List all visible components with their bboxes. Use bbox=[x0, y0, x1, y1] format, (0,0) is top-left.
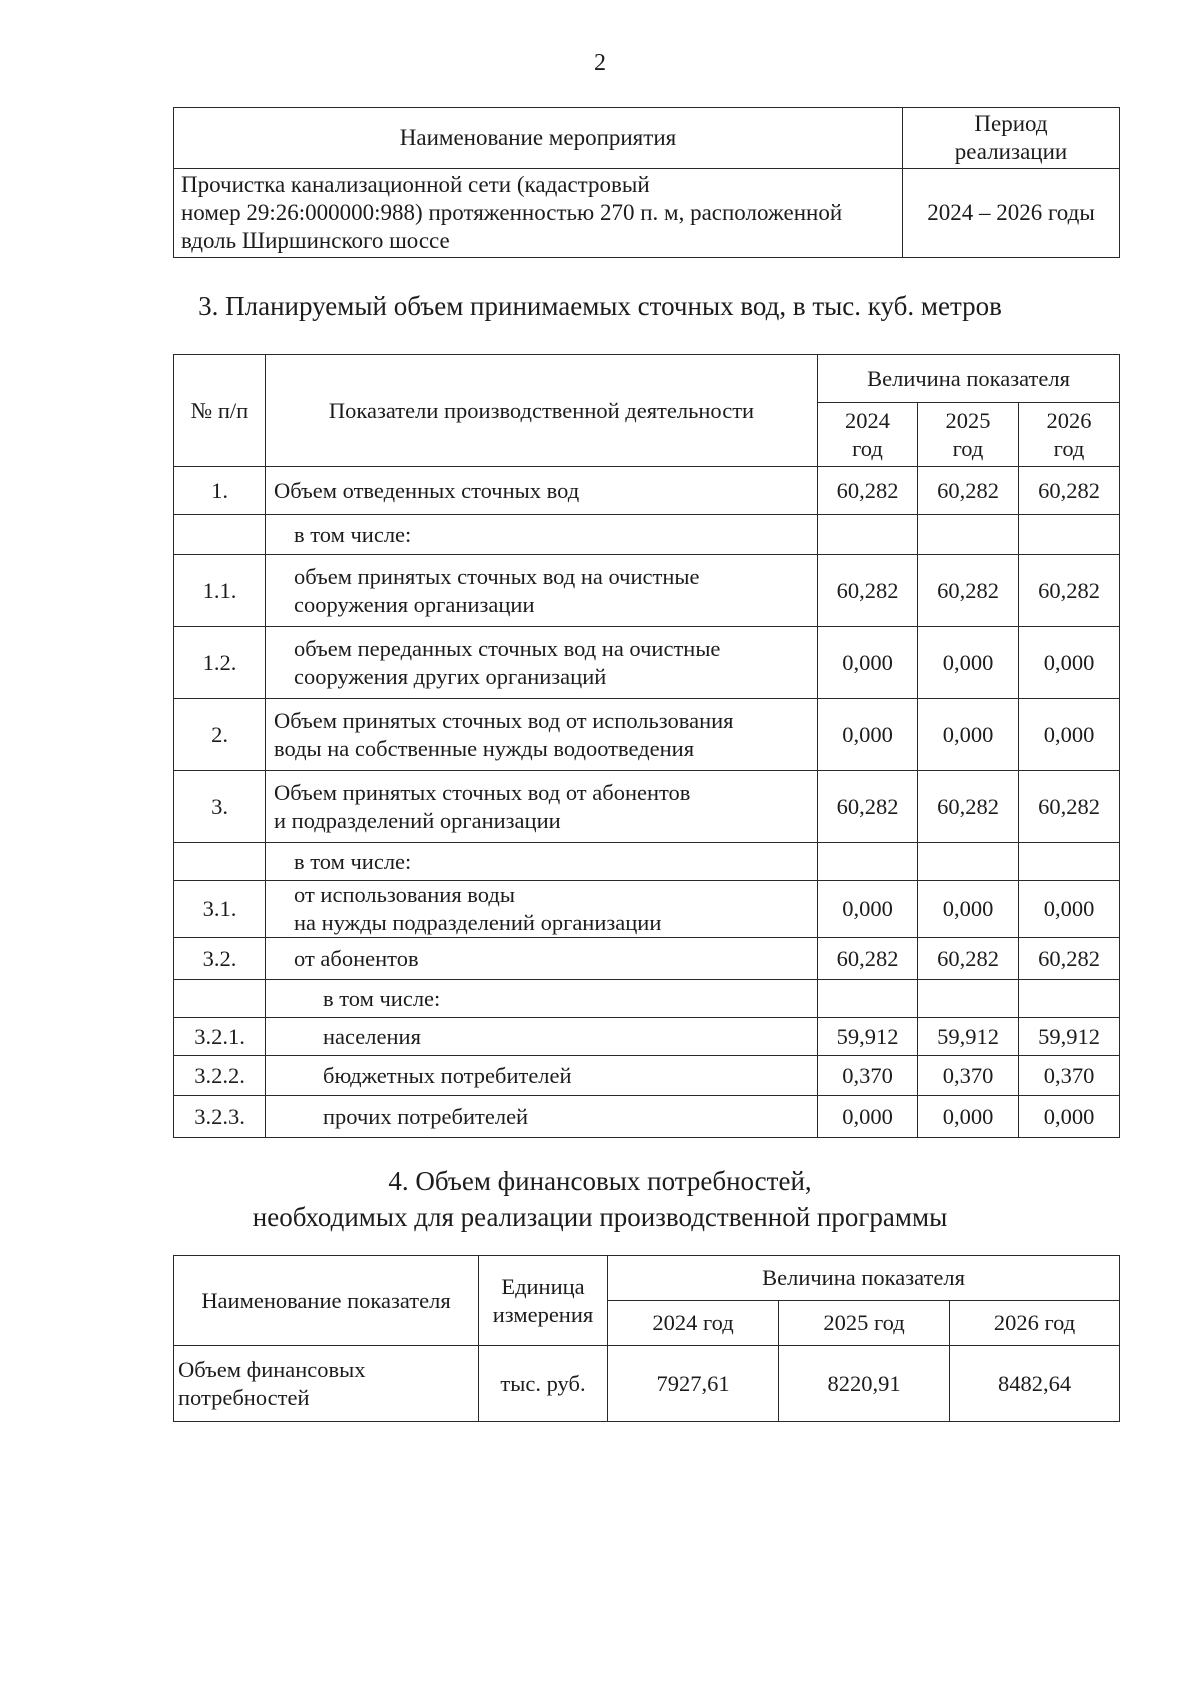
row-indicator bbox=[266, 515, 818, 555]
header-activity-name: Наименование мероприятия bbox=[174, 108, 903, 169]
row-value: 60,282 bbox=[918, 938, 1019, 980]
row-value bbox=[1019, 515, 1120, 555]
row-indicator bbox=[266, 1018, 818, 1056]
row-value: 0,000 bbox=[1019, 699, 1120, 771]
header-indicator-name: Наименование показателя bbox=[174, 1256, 479, 1346]
row-value: 0,000 bbox=[918, 881, 1019, 938]
header-unit-line1: Единица bbox=[501, 1273, 585, 1299]
header-value: Величина показателя bbox=[608, 1256, 1120, 1301]
wastewater-header-row-1 bbox=[174, 355, 1120, 403]
year-unit: год bbox=[1053, 435, 1085, 461]
year-number: 2026 bbox=[1046, 407, 1092, 433]
row-indicator bbox=[266, 980, 818, 1018]
row-indicator bbox=[266, 699, 818, 771]
row-value: 60,282 bbox=[918, 467, 1019, 515]
row-value: 0,000 bbox=[818, 1096, 918, 1138]
row-indicator-line: прочих потребителей bbox=[323, 1103, 529, 1129]
row-value: 60,282 bbox=[1019, 467, 1120, 515]
row-value: 60,282 bbox=[918, 555, 1019, 627]
year-unit: год bbox=[952, 435, 984, 461]
row-indicator-line: и подразделений организации bbox=[274, 807, 561, 833]
finance-value: 8220,91 bbox=[779, 1346, 950, 1422]
finance-value: 8482,64 bbox=[950, 1346, 1120, 1422]
row-indicator-line: воды на собственные нужды водоотведения bbox=[274, 735, 695, 761]
row-value: 60,282 bbox=[818, 938, 918, 980]
row-value bbox=[918, 980, 1019, 1018]
header-year: 2024 год bbox=[608, 1301, 779, 1346]
row-value bbox=[1019, 843, 1120, 881]
finance-name-line1: Объем финансовых bbox=[178, 1356, 366, 1382]
row-indicator bbox=[266, 771, 818, 843]
finance-table bbox=[173, 1255, 1120, 1422]
row-value: 60,282 bbox=[818, 467, 918, 515]
row-indicator bbox=[266, 627, 818, 699]
table-row bbox=[174, 555, 1120, 627]
year-number: 2024 bbox=[845, 407, 890, 433]
row-indicator bbox=[266, 881, 818, 938]
row-value: 0,370 bbox=[1019, 1056, 1120, 1096]
table-row bbox=[174, 1056, 1120, 1096]
activity-table-header bbox=[174, 108, 1120, 169]
row-value: 60,282 bbox=[1019, 555, 1120, 627]
row-value bbox=[818, 843, 918, 881]
finance-unit: тыс. руб. bbox=[479, 1346, 608, 1422]
row-indicator bbox=[266, 843, 818, 881]
row-number bbox=[174, 843, 266, 881]
row-value bbox=[918, 515, 1019, 555]
row-value: 0,000 bbox=[918, 699, 1019, 771]
table-row bbox=[174, 843, 1120, 881]
table-row bbox=[174, 881, 1120, 938]
header-unit bbox=[479, 1256, 608, 1346]
activity-description bbox=[174, 169, 903, 258]
row-indicator bbox=[266, 1056, 818, 1096]
row-value: 0,000 bbox=[818, 881, 918, 938]
row-value: 0,000 bbox=[818, 699, 918, 771]
table-row bbox=[174, 627, 1120, 699]
header-num: № п/п bbox=[174, 355, 266, 467]
table-row bbox=[174, 1018, 1120, 1056]
activity-row bbox=[174, 169, 1120, 258]
row-indicator-line: населения bbox=[323, 1023, 421, 1049]
row-indicator bbox=[266, 467, 818, 515]
header-indicator: Показатели производственной деятельности bbox=[266, 355, 818, 467]
header-period-line2: реализации bbox=[954, 139, 1068, 164]
row-value bbox=[818, 515, 918, 555]
row-indicator-line: от использования воды bbox=[294, 882, 515, 907]
header-period bbox=[903, 108, 1120, 169]
year-unit: год bbox=[852, 435, 883, 461]
row-value: 0,000 bbox=[1019, 1096, 1120, 1138]
table-row bbox=[174, 1096, 1120, 1138]
header-year: 2026 год bbox=[950, 1301, 1120, 1346]
section-4-title bbox=[0, 1163, 1200, 1235]
page-number: 2 bbox=[594, 50, 606, 76]
activity-line: Прочистка канализационной сети (кадастровый bbox=[181, 172, 650, 197]
row-value bbox=[918, 843, 1019, 881]
row-indicator-line: сооружения других организаций bbox=[294, 663, 607, 689]
finance-value: 7927,61 bbox=[608, 1346, 779, 1422]
activity-line: номер 29:26:000000:988) протяженностью 270 п. м, расположенной bbox=[181, 200, 843, 225]
row-number bbox=[174, 515, 266, 555]
row-number: 2. bbox=[174, 699, 266, 771]
row-indicator-line: объем переданных сточных вод на очистные bbox=[294, 635, 721, 661]
row-number: 3.2.1. bbox=[174, 1018, 266, 1056]
row-number: 3. bbox=[174, 771, 266, 843]
header-year bbox=[818, 403, 918, 467]
row-value bbox=[818, 980, 918, 1018]
row-indicator-line: Объем принятых сточных вод от использования bbox=[274, 707, 734, 733]
section-3-title: 3. Планируемый объем принимаемых сточных вод, в тыс. куб. метров bbox=[198, 291, 1002, 321]
table-row bbox=[174, 515, 1120, 555]
row-indicator-line: в том числе: bbox=[294, 848, 412, 874]
row-value: 60,282 bbox=[818, 555, 918, 627]
row-indicator-line: на нужды подразделений организации bbox=[294, 910, 662, 935]
row-indicator-line: объем принятых сточных вод на очистные bbox=[294, 563, 700, 589]
row-value: 0,000 bbox=[918, 627, 1019, 699]
row-number: 3.2. bbox=[174, 938, 266, 980]
row-indicator bbox=[266, 938, 818, 980]
row-indicator-line: Объем отведенных сточных вод bbox=[274, 477, 580, 503]
row-value: 60,282 bbox=[818, 771, 918, 843]
section-4-title-line2: необходимых для реализации производственной программы bbox=[252, 1202, 948, 1232]
row-value: 0,000 bbox=[1019, 627, 1120, 699]
row-indicator-line: в том числе: bbox=[323, 985, 441, 1011]
row-value: 0,000 bbox=[1019, 881, 1120, 938]
wastewater-table-body bbox=[174, 467, 1120, 1138]
row-number: 3.2.2. bbox=[174, 1056, 266, 1096]
section-4-title-line1: 4. Объем финансовых потребностей, bbox=[388, 1166, 812, 1196]
activity-table bbox=[173, 107, 1120, 258]
row-indicator-line: сооружения организации bbox=[294, 591, 535, 617]
row-value: 0,370 bbox=[818, 1056, 918, 1096]
finance-row bbox=[174, 1346, 1120, 1422]
row-indicator bbox=[266, 1096, 818, 1138]
activity-period: 2024 – 2026 годы bbox=[903, 169, 1120, 258]
row-value: 0,000 bbox=[918, 1096, 1019, 1138]
wastewater-table bbox=[173, 354, 1120, 1138]
table-row bbox=[174, 771, 1120, 843]
header-year bbox=[918, 403, 1019, 467]
row-number: 3.1. bbox=[174, 881, 266, 938]
row-number: 1.2. bbox=[174, 627, 266, 699]
row-value: 59,912 bbox=[1019, 1018, 1120, 1056]
row-value bbox=[1019, 980, 1120, 1018]
row-number bbox=[174, 980, 266, 1018]
row-indicator bbox=[266, 555, 818, 627]
table-row bbox=[174, 980, 1120, 1018]
table-row bbox=[174, 467, 1120, 515]
row-number: 1.1. bbox=[174, 555, 266, 627]
table-row bbox=[174, 699, 1120, 771]
row-number: 3.2.3. bbox=[174, 1096, 266, 1138]
finance-header-row-1 bbox=[174, 1256, 1120, 1301]
row-value: 0,370 bbox=[918, 1056, 1019, 1096]
header-period-line1: Период bbox=[974, 111, 1048, 136]
header-year: 2025 год bbox=[779, 1301, 950, 1346]
header-value: Величина показателя bbox=[818, 355, 1120, 403]
header-unit-line2: измерения bbox=[492, 1301, 594, 1327]
row-value: 59,912 bbox=[818, 1018, 918, 1056]
row-value: 60,282 bbox=[918, 771, 1019, 843]
row-indicator-line: в том числе: bbox=[294, 521, 412, 547]
header-year bbox=[1019, 403, 1120, 467]
row-indicator-line: Объем принятых сточных вод от абонентов bbox=[274, 779, 691, 805]
finance-indicator-name bbox=[174, 1346, 479, 1422]
table-row bbox=[174, 938, 1120, 980]
finance-name-line2: потребностей bbox=[178, 1384, 310, 1410]
row-value: 59,912 bbox=[918, 1018, 1019, 1056]
row-value: 60,282 bbox=[1019, 938, 1120, 980]
row-value: 60,282 bbox=[1019, 771, 1120, 843]
activity-line: вдоль Ширшинского шоссе bbox=[181, 228, 450, 253]
row-indicator-line: бюджетных потребителей bbox=[323, 1062, 572, 1088]
year-number: 2025 bbox=[945, 407, 991, 433]
row-indicator-line: от абонентов bbox=[294, 945, 419, 971]
row-number: 1. bbox=[174, 467, 266, 515]
row-value: 0,000 bbox=[818, 627, 918, 699]
